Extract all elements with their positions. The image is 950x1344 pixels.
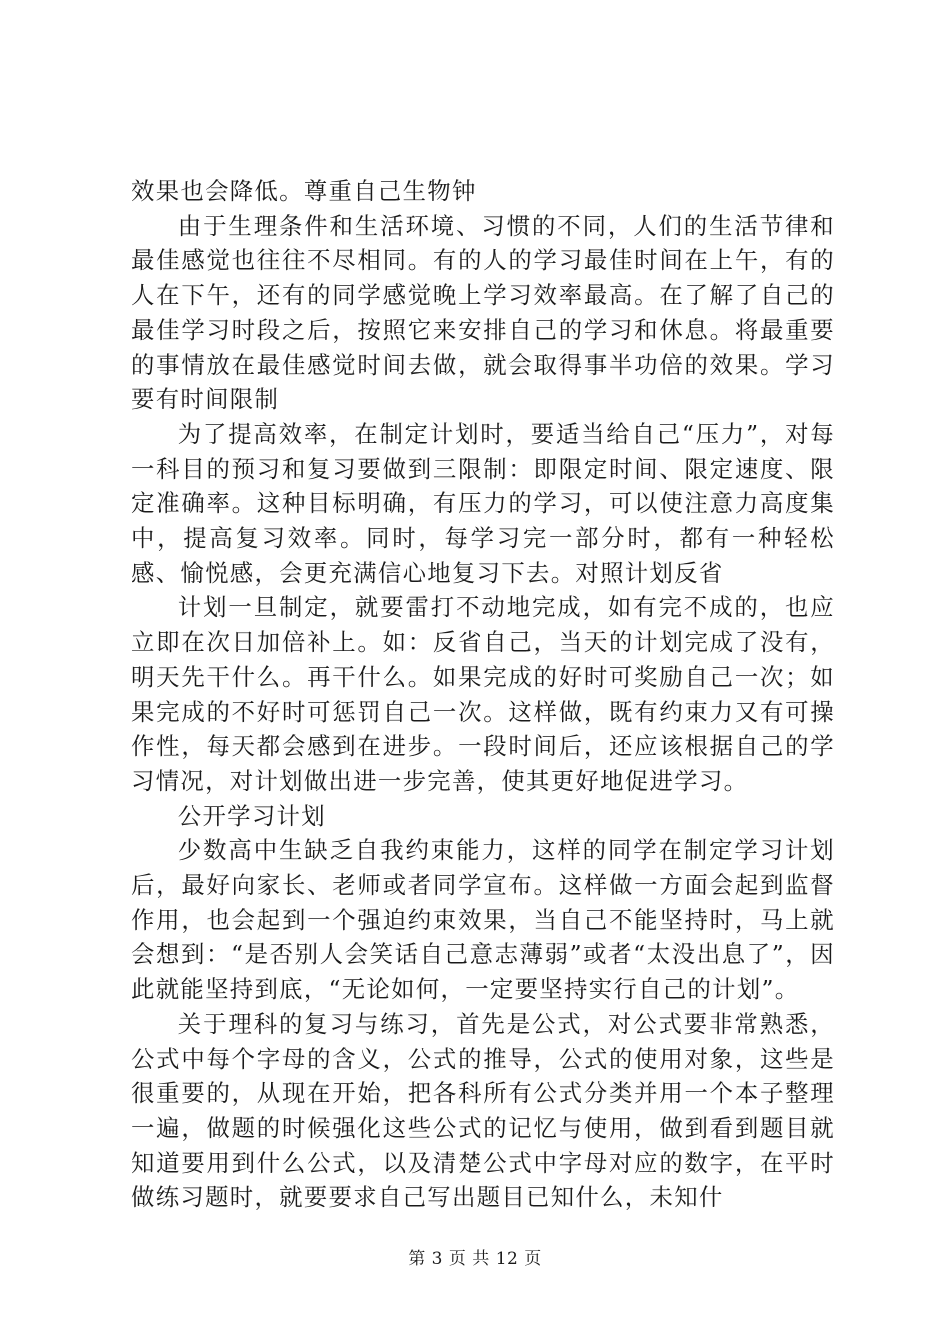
paragraph-1: 效果也会降低。尊重自己生物钟 (131, 177, 477, 205)
paragraph-7: 关于理科的复习与练习，首先是公式，对公式要非常熟悉，公式中每个字母的含义，公式的推导，公式的使用对象，这些是很重要的，从现在开始，把各科所有公式分类并用一个本子整理一遍，做题的时候强化这些公式的记忆与使用，做到看到题目就知道要用到什么公式，以及清楚公式中字母对应的数字，在平时做练习题时，就要要求自己写出题目已知什么，未知什 (131, 1009, 835, 1212)
paragraph-2: 由于生理条件和生活环境、习惯的不同，人们的生活节律和最佳感觉也往往不尽相同。有的人的学习最佳时间在上午，有的人在下午，还有的同学感觉晚上学习效率最高。在了解了自己的最佳学习时段之后，按照它来安排自己的学习和休息。将最重要的事情放在最佳感觉时间去做，就会取得事半功倍的效果。学习要有时间限制 (131, 211, 835, 414)
paragraph-5-heading: 公开学习计划 (177, 801, 326, 830)
paragraph-6: 少数高中生缺乏自我约束能力，这样的同学在制定学习计划后，最好向家长、老师或者同学宣布。这样做一方面会起到监督作用，也会起到一个强迫约束效果，当自己不能坚持时，马上就会想到：“是否别人会笑话自己意志薄弱”或者“太没出息了”，因此就能坚持到底，“无论如何，一定要坚持实行自己的计划”。 (131, 836, 835, 1004)
paragraph-3: 为了提高效率，在制定计划时，要适当给自己“压力”，对每一科目的预习和复习要做到三限制：即限定时间、限定速度、限定准确率。这种目标明确，有压力的学习，可以使注意力高度集中，提高复习效率。同时，每学习完一部分时，都有一种轻松感、愉悦感，会更充满信心地复习下去。对照计划反省 (131, 419, 835, 587)
document-body (131, 174, 835, 1215)
page-number-footer: 第 3 页 共 12 页 (408, 1249, 542, 1269)
paragraph-4: 计划一旦制定，就要雷打不动地完成，如有完不成的，也应立即在次日加倍补上。如：反省自己，当天的计划完成了没有，明天先干什么。再干什么。如果完成的好时可奖励自己一次；如果完成的不好时可惩罚自己一次。这样做，既有约束力又有可操作性，每天都会感到在进步。一段时间后，还应该根据自己的学习情况，对计划做出进一步完善，使其更好地促进学习。 (131, 593, 835, 795)
